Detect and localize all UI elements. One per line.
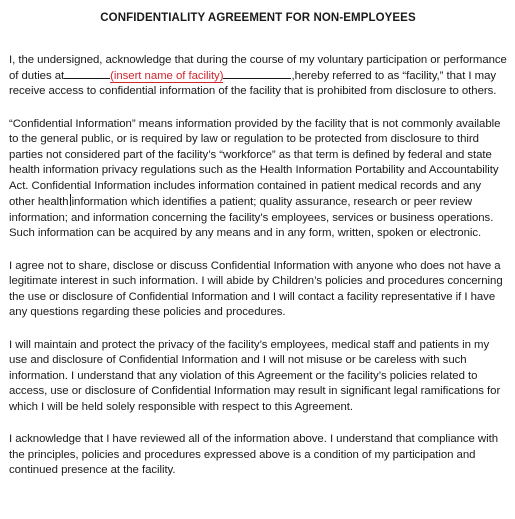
intro-rest: “facility,” that I may receive access to confidential information of the facility that is prohibited from disclosure to others. bbox=[9, 69, 497, 97]
facility-blank-right[interactable] bbox=[223, 78, 291, 79]
acknowledge-paragraph: I acknowledge that I have reviewed all of the information above. I understand that compliance with the principles, policies and procedures expressed above is a condition of my participation and continued presence at the facility. bbox=[9, 433, 498, 476]
intro-after-blank: hereby referred to as bbox=[294, 69, 400, 82]
text-cursor bbox=[70, 194, 71, 206]
intro-line-1: I, the undersigned, acknowledge that during the course of my voluntary participation or bbox=[9, 54, 441, 66]
definition-paragraph bbox=[9, 117, 507, 242]
intro-paragraph bbox=[9, 53, 507, 100]
definition-part-1: “Confidential Information” means information provided by the facility that is not commonly available to the general public, or is required by law or regulation to be protected from disclosure to third parties not considered part of the facility’s “workforce” as that term is defined by federal and state health information privacy regulations such as the Health Information Portability and Accountability Act. Confidential Information includes information contained in patient medical records and any other health bbox=[9, 117, 501, 208]
comma-after-blank: , bbox=[291, 69, 295, 82]
facility-name-placeholder[interactable]: (insert name of facility) bbox=[110, 69, 224, 82]
intro-before-blank: performance of duties at bbox=[9, 54, 507, 82]
facility-blank-left[interactable] bbox=[64, 78, 110, 79]
definition-part-2: information which identifies a patient; quality assurance, research or peer review information; and information concerning the facility’s employees, services or business operations. Such information can be acquired by any means and in any form, written, spoken or electronic. bbox=[9, 196, 494, 239]
privacy-paragraph: I will maintain and protect the privacy of the facility’s employees, medical staff and patients in my use and disclosure of Confidential Information and I will not misuse or be careless with such information. I understand that any violation of this Agreement or the facility’s policies related to access, use or disclosure of Confidential Information may result in significant legal ramifications for which I will be held solely responsible with respect to this Agreement. bbox=[9, 338, 501, 413]
share-paragraph: I agree not to share, disclose or discuss Confidential Information with anyone who does not have a legitimate interest in such information. I will abide by Children’s policies and procedures concerning the use or disclosure of Confidential Information and I will contact a facility representative if I have any questions regarding these policies and procedures. bbox=[9, 259, 503, 318]
document-title: CONFIDENTIALITY AGREEMENT FOR NON-EMPLOYEES bbox=[100, 12, 416, 24]
